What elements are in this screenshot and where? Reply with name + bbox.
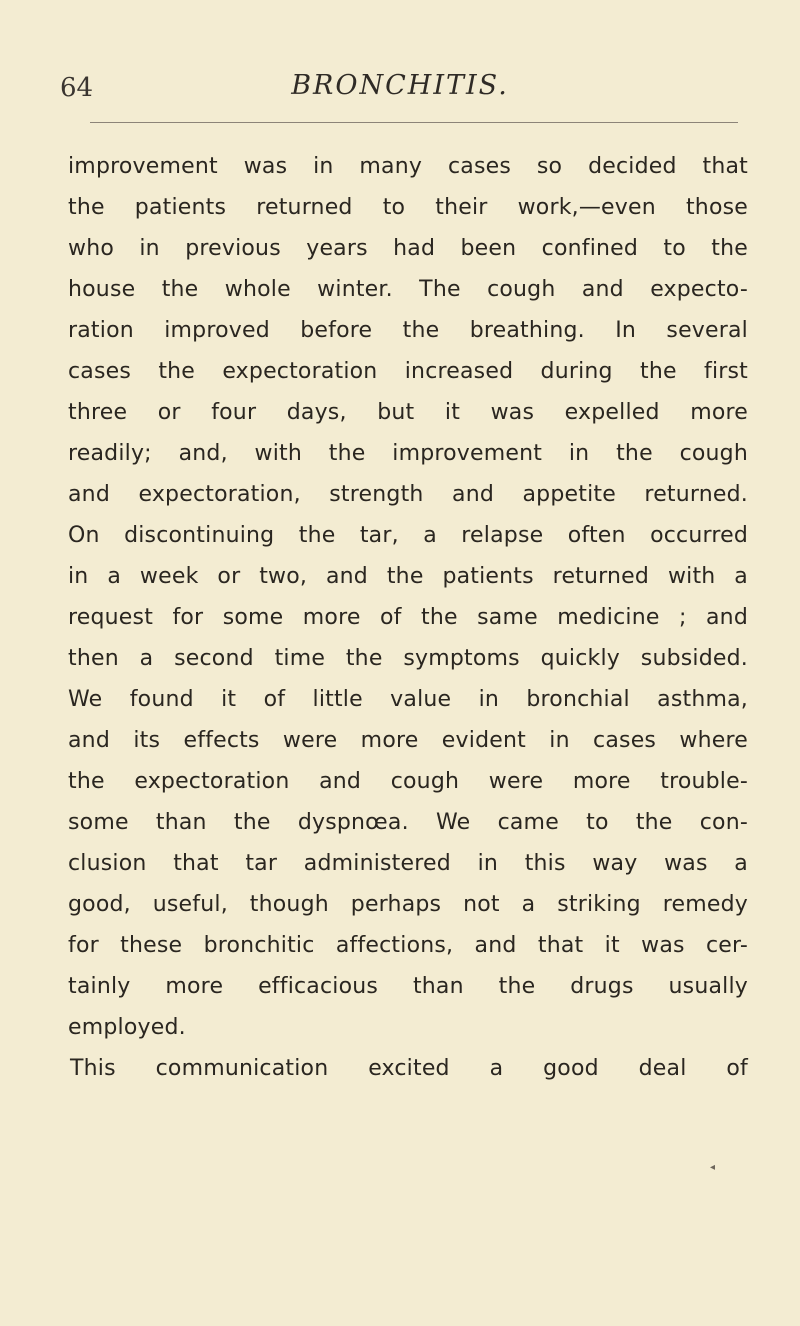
- page-number: 64: [60, 73, 94, 103]
- header-rule: [90, 122, 738, 123]
- text-line: cases the expectoration increased during the first: [68, 359, 748, 384]
- text-line: three or four days, but it was expelled more: [68, 400, 748, 425]
- text-line: On discontinuing the tar, a relapse often occurred: [68, 523, 748, 548]
- text-line: ration improved before the breathing. In several: [68, 318, 748, 343]
- printer-mark: ◂: [710, 1162, 716, 1173]
- text-line: who in previous years had been confined to the: [68, 236, 748, 261]
- text-line: employed.: [68, 1015, 186, 1040]
- text-line: request for some more of the same medicine ; and: [68, 605, 748, 630]
- running-head: BRONCHITIS.: [291, 70, 509, 101]
- text-line: the patients returned to their work,—even those: [68, 195, 748, 220]
- body-text: [68, 146, 748, 1089]
- text-line: This communication excited a good deal of: [70, 1056, 748, 1081]
- text-line: clusion that tar administered in this way was a: [68, 851, 748, 876]
- text-line: good, useful, though perhaps not a striking remedy: [68, 892, 748, 917]
- text-line: readily; and, with the improvement in the cough: [68, 441, 748, 466]
- text-line: then a second time the symptoms quickly subsided.: [68, 646, 748, 671]
- text-line: and expectoration, strength and appetite returned.: [68, 482, 748, 507]
- text-line: tainly more efficacious than the drugs usually: [68, 974, 748, 999]
- text-line: for these bronchitic affections, and that it was cer-: [68, 933, 748, 958]
- text-line: house the whole winter. The cough and expecto-: [68, 277, 748, 302]
- text-line: some than the dyspnœa. We came to the con-: [68, 810, 748, 835]
- text-line: in a week or two, and the patients returned with a: [68, 564, 748, 589]
- text-line: We found it of little value in bronchial asthma,: [68, 687, 748, 712]
- text-line: improvement was in many cases so decided that: [68, 154, 748, 179]
- text-line: the expectoration and cough were more trouble-: [68, 769, 748, 794]
- text-line: and its effects were more evident in cases where: [68, 728, 748, 753]
